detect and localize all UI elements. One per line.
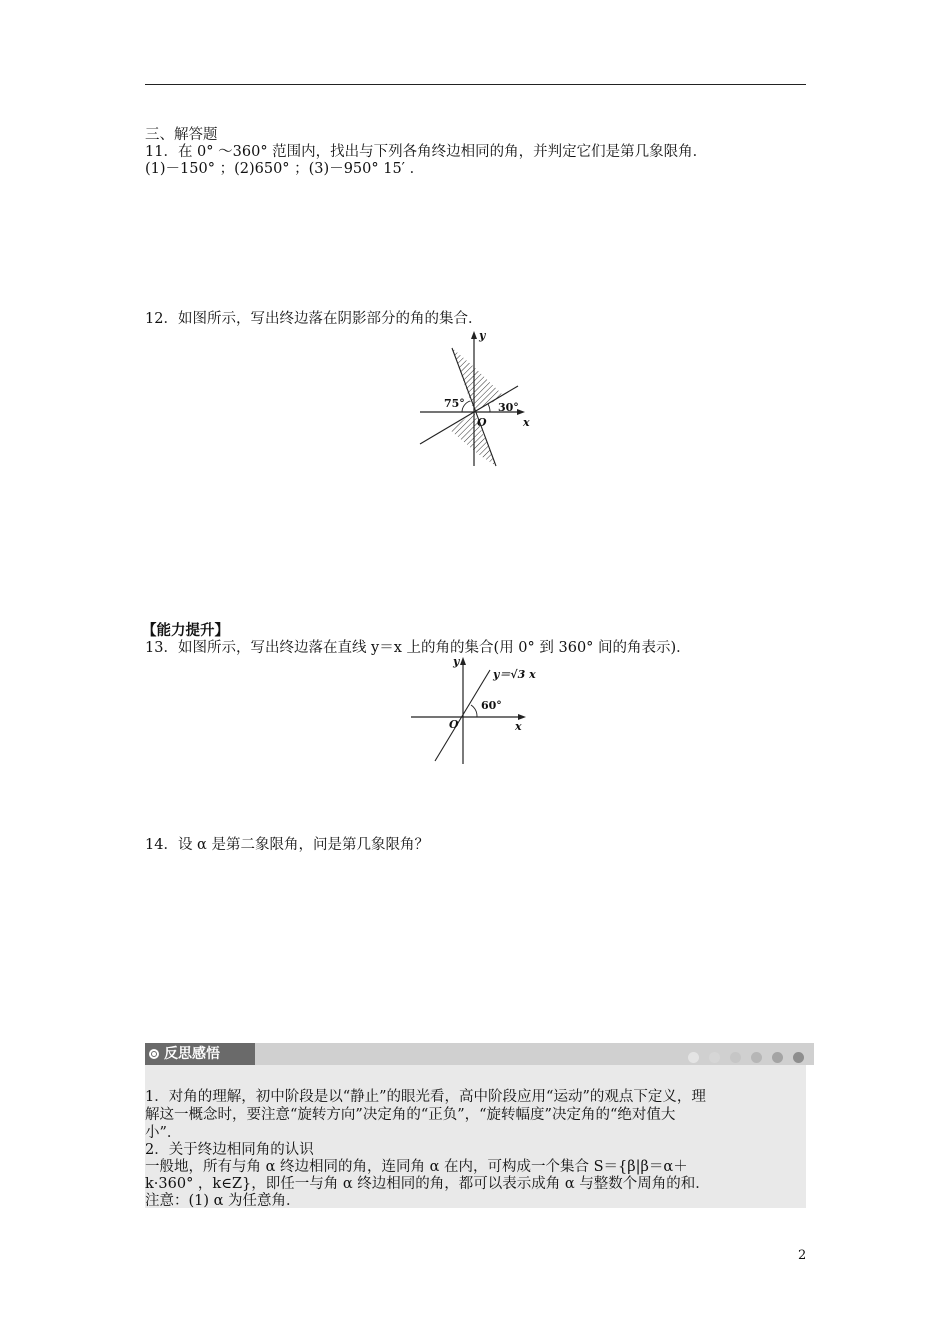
header-rule xyxy=(145,84,806,85)
reflection-title-tab xyxy=(145,1043,255,1065)
origin-label: O xyxy=(477,416,487,429)
shaded-region-lower xyxy=(450,412,496,466)
reflection-line: k·360° ，k∈Z}，即任一与角 α 终边相同的角，都可以表示成角 α 与整数个周角的和． xyxy=(145,1176,710,1192)
decorative-dot xyxy=(793,1052,804,1063)
line-label: y＝√3 x xyxy=(493,668,536,681)
section-title: 三、解答题 xyxy=(145,127,218,143)
x-axis-label: x xyxy=(523,416,530,429)
question-13-stem: 13．如图所示，写出终边落在直线 y＝x 上的角的集合(用 0° 到 360° 间的角表示)． xyxy=(145,640,691,656)
reflection-body xyxy=(145,1065,806,1208)
angle-arc-60 xyxy=(471,705,477,717)
question-12-figure xyxy=(410,326,540,476)
question-12-stem: 12．如图所示，写出终边落在阴影部分的角的集合． xyxy=(145,311,483,327)
page-number: 2 xyxy=(798,1248,807,1263)
decorative-dot xyxy=(772,1052,783,1063)
y-axis-label: y xyxy=(453,655,460,668)
decorative-dot xyxy=(709,1052,720,1063)
decorative-dot xyxy=(751,1052,762,1063)
reflection-header-bar xyxy=(145,1043,814,1065)
angle-label-75: 75° xyxy=(444,397,465,410)
y-axis-arrow xyxy=(471,331,477,339)
decorative-dot xyxy=(730,1052,741,1063)
decorative-dot xyxy=(688,1052,699,1063)
question-11-parts: (1)－150° ；(2)650° ；(3)－950° 15′ ． xyxy=(145,161,425,177)
x-axis-label: x xyxy=(515,720,522,733)
angle-arc-30 xyxy=(488,404,490,412)
origin-label: O xyxy=(449,718,459,731)
reflection-line: 1．对角的理解，初中阶段是以“静止”的眼光看，高中阶段应用“运动”的观点下定义，理 xyxy=(145,1089,706,1105)
question-14-stem: 14．设 α 是第二象限角，问是第几象限角？ xyxy=(145,837,429,853)
y-axis-arrow xyxy=(460,657,466,665)
reflection-line: 小”． xyxy=(145,1125,182,1141)
angle-label-30: 30° xyxy=(498,401,519,414)
question-11-stem: 11．在 0° ～360° 范围内，找出与下列各角终边相同的角，并判定它们是第几象限角． xyxy=(145,144,708,160)
y-axis-label: y xyxy=(479,329,486,342)
target-icon xyxy=(149,1049,159,1059)
angle-label-60: 60° xyxy=(481,699,502,712)
reflection-line: 2．关于终边相同角的认识 xyxy=(145,1142,314,1158)
reflection-line: 一般地，所有与角 α 终边相同的角，连同角 α 在内，可构成一个集合 S＝{β|β＝α＋ xyxy=(145,1159,688,1175)
ability-title: 【能力提升】 xyxy=(142,622,229,639)
reflection-line: 注意：(1) α 为任意角． xyxy=(145,1193,301,1209)
question-13-figure xyxy=(405,652,545,770)
reflection-line: 解这一概念时，要注意“旋转方向”决定角的“正负”，“旋转幅度”决定角的“绝对值大 xyxy=(145,1107,676,1123)
reflection-title: 反思感悟 xyxy=(164,1046,220,1062)
